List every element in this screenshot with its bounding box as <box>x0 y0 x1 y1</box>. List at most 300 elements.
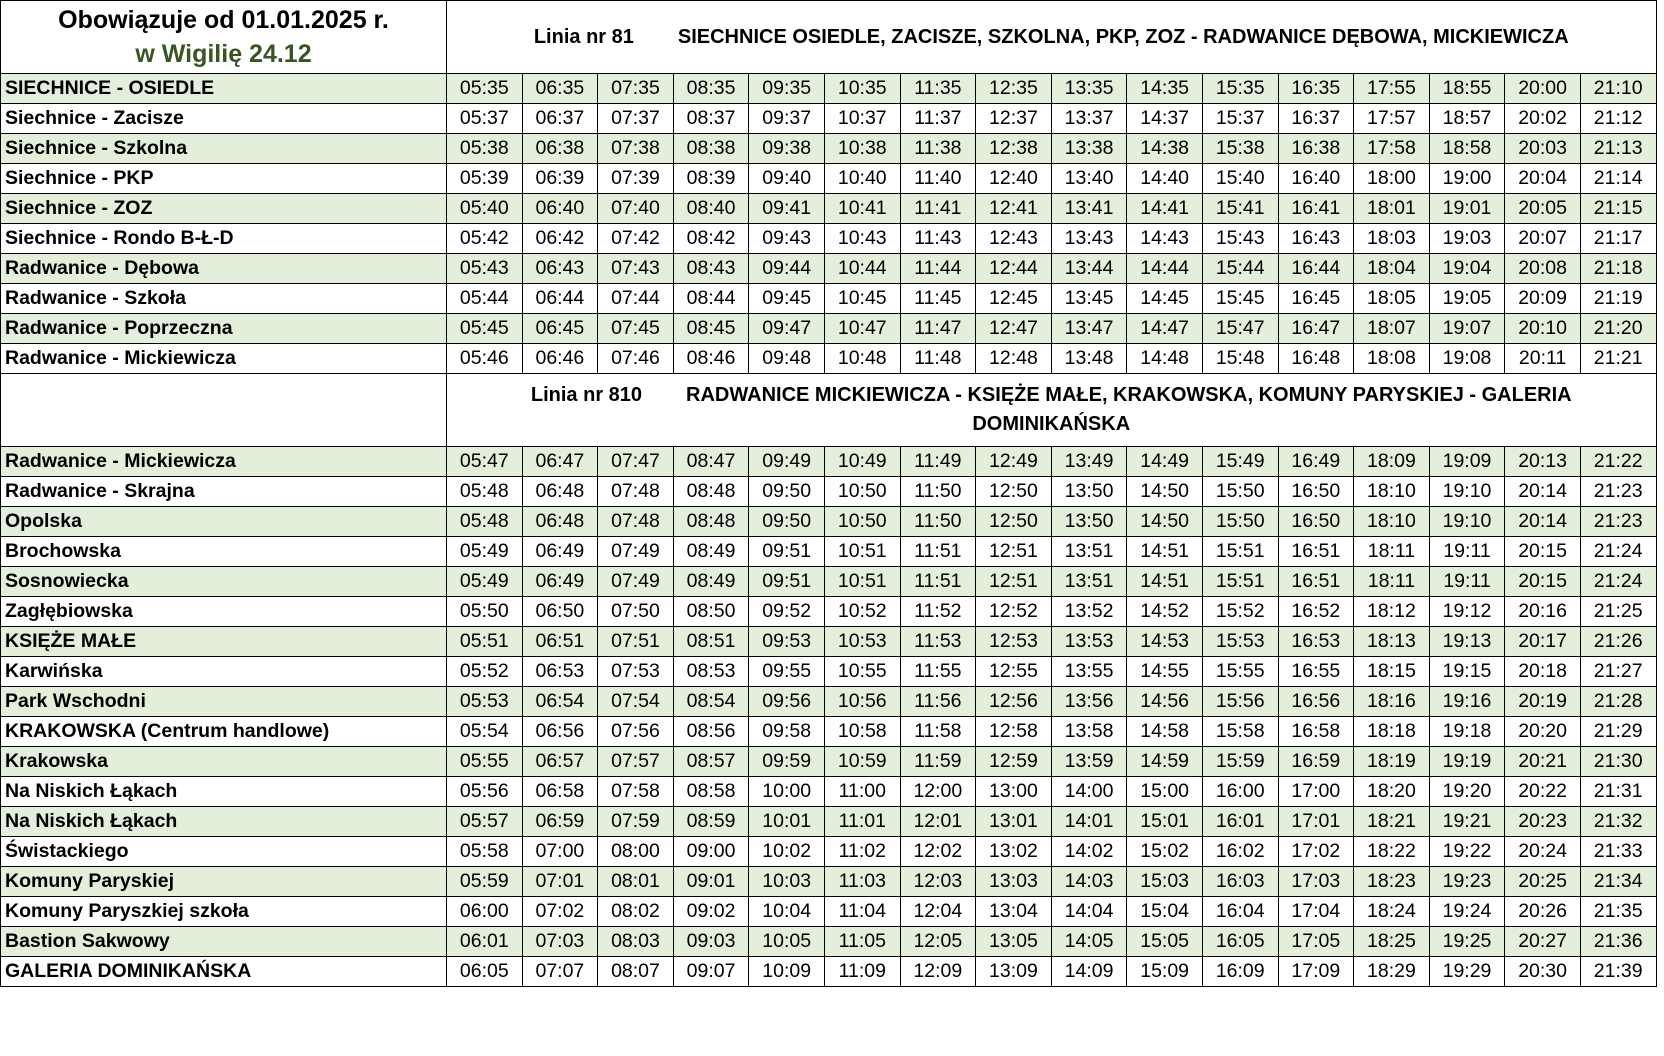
departure-time: 18:10 <box>1354 477 1430 507</box>
departure-time: 07:58 <box>598 777 674 807</box>
departure-time: 10:55 <box>824 657 900 687</box>
departure-time: 16:37 <box>1278 104 1354 134</box>
departure-time: 08:40 <box>673 194 749 224</box>
departure-time: 07:37 <box>598 104 674 134</box>
departure-time: 10:40 <box>824 164 900 194</box>
departure-time: 13:47 <box>1051 314 1127 344</box>
departure-time: 10:47 <box>824 314 900 344</box>
departure-time: 14:47 <box>1127 314 1203 344</box>
departure-time: 11:50 <box>900 507 976 537</box>
departure-time: 14:43 <box>1127 224 1203 254</box>
departure-time: 05:44 <box>447 284 523 314</box>
departure-time: 16:02 <box>1202 837 1278 867</box>
departure-time: 07:44 <box>598 284 674 314</box>
departure-time: 10:41 <box>824 194 900 224</box>
departure-time: 05:45 <box>447 314 523 344</box>
departure-time: 16:59 <box>1278 747 1354 777</box>
departure-time: 16:38 <box>1278 134 1354 164</box>
departure-time: 15:02 <box>1127 837 1203 867</box>
blank-header-cell <box>1 374 447 447</box>
departure-time: 07:03 <box>522 927 598 957</box>
route-header-row <box>1 1 1657 74</box>
departure-time: 08:01 <box>598 867 674 897</box>
route-name: SIECHNICE OSIEDLE, ZACISZE, SZKOLNA, PKP, ZOZ - RADWANICE DĘBOWA, MICKIEWICZA <box>677 25 1569 48</box>
departure-time: 08:54 <box>673 687 749 717</box>
stop-name: Radwanice - Mickiewicza <box>1 344 447 374</box>
stop-row <box>1 717 1657 747</box>
departure-time: 11:52 <box>900 597 976 627</box>
departure-time: 14:50 <box>1127 477 1203 507</box>
departure-time: 21:26 <box>1580 627 1656 657</box>
departure-time: 06:46 <box>522 344 598 374</box>
departure-time: 05:51 <box>447 627 523 657</box>
stop-name: Sosnowiecka <box>1 567 447 597</box>
departure-time: 21:15 <box>1580 194 1656 224</box>
departure-time: 21:34 <box>1580 867 1656 897</box>
departure-time: 12:58 <box>976 717 1052 747</box>
departure-time: 13:45 <box>1051 284 1127 314</box>
departure-time: 15:52 <box>1202 597 1278 627</box>
departure-time: 18:11 <box>1354 567 1430 597</box>
departure-time: 13:50 <box>1051 507 1127 537</box>
stop-name: Bastion Sakwowy <box>1 927 447 957</box>
departure-time: 13:48 <box>1051 344 1127 374</box>
departure-time: 11:09 <box>824 957 900 987</box>
stop-name: Radwanice - Dębowa <box>1 254 447 284</box>
departure-time: 06:53 <box>522 657 598 687</box>
departure-time: 12:52 <box>976 597 1052 627</box>
departure-time: 19:05 <box>1429 284 1505 314</box>
departure-time: 07:02 <box>522 897 598 927</box>
departure-time: 15:05 <box>1127 927 1203 957</box>
departure-time: 16:52 <box>1278 597 1354 627</box>
departure-time: 10:05 <box>749 927 825 957</box>
departure-time: 19:10 <box>1429 477 1505 507</box>
departure-time: 14:09 <box>1051 957 1127 987</box>
departure-time: 08:46 <box>673 344 749 374</box>
departure-time: 20:22 <box>1505 777 1581 807</box>
departure-time: 05:52 <box>447 657 523 687</box>
departure-time: 06:37 <box>522 104 598 134</box>
departure-time: 19:24 <box>1429 897 1505 927</box>
stop-name: Na Niskich Łąkach <box>1 777 447 807</box>
departure-time: 12:59 <box>976 747 1052 777</box>
departure-time: 20:04 <box>1505 164 1581 194</box>
departure-time: 16:03 <box>1202 867 1278 897</box>
departure-time: 21:28 <box>1580 687 1656 717</box>
stop-name: KSIĘŻE MAŁE <box>1 627 447 657</box>
departure-time: 08:45 <box>673 314 749 344</box>
stop-row <box>1 897 1657 927</box>
departure-time: 17:57 <box>1354 104 1430 134</box>
departure-time: 10:49 <box>824 447 900 477</box>
departure-time: 05:49 <box>447 537 523 567</box>
departure-time: 12:47 <box>976 314 1052 344</box>
departure-time: 05:54 <box>447 717 523 747</box>
departure-time: 18:04 <box>1354 254 1430 284</box>
departure-time: 07:39 <box>598 164 674 194</box>
departure-time: 19:08 <box>1429 344 1505 374</box>
departure-time: 13:53 <box>1051 627 1127 657</box>
departure-time: 11:38 <box>900 134 976 164</box>
departure-time: 09:52 <box>749 597 825 627</box>
departure-time: 11:51 <box>900 567 976 597</box>
departure-time: 07:42 <box>598 224 674 254</box>
departure-time: 10:00 <box>749 777 825 807</box>
departure-time: 12:56 <box>976 687 1052 717</box>
departure-time: 05:48 <box>447 507 523 537</box>
departure-time: 10:09 <box>749 957 825 987</box>
departure-time: 19:11 <box>1429 567 1505 597</box>
departure-time: 06:44 <box>522 284 598 314</box>
departure-time: 21:18 <box>1580 254 1656 284</box>
stop-name: SIECHNICE - OSIEDLE <box>1 74 447 104</box>
departure-time: 21:17 <box>1580 224 1656 254</box>
stop-name: Na Niskich Łąkach <box>1 807 447 837</box>
departure-time: 11:59 <box>900 747 976 777</box>
departure-time: 18:29 <box>1354 957 1430 987</box>
departure-time: 10:52 <box>824 597 900 627</box>
departure-time: 09:49 <box>749 447 825 477</box>
stop-row <box>1 104 1657 134</box>
departure-time: 18:21 <box>1354 807 1430 837</box>
departure-time: 19:20 <box>1429 777 1505 807</box>
departure-time: 13:02 <box>976 837 1052 867</box>
departure-time: 12:01 <box>900 807 976 837</box>
stop-row <box>1 507 1657 537</box>
departure-time: 14:53 <box>1127 627 1203 657</box>
departure-time: 07:56 <box>598 717 674 747</box>
departure-time: 08:37 <box>673 104 749 134</box>
departure-time: 20:15 <box>1505 537 1581 567</box>
departure-time: 14:04 <box>1051 897 1127 927</box>
departure-time: 05:48 <box>447 477 523 507</box>
departure-time: 10:02 <box>749 837 825 867</box>
departure-time: 08:38 <box>673 134 749 164</box>
departure-time: 21:22 <box>1580 447 1656 477</box>
departure-time: 14:00 <box>1051 777 1127 807</box>
departure-time: 20:14 <box>1505 477 1581 507</box>
departure-time: 09:56 <box>749 687 825 717</box>
departure-time: 08:49 <box>673 537 749 567</box>
departure-time: 21:23 <box>1580 507 1656 537</box>
departure-time: 14:48 <box>1127 344 1203 374</box>
departure-time: 07:54 <box>598 687 674 717</box>
departure-time: 15:48 <box>1202 344 1278 374</box>
departure-time: 18:07 <box>1354 314 1430 344</box>
departure-time: 05:58 <box>447 837 523 867</box>
departure-time: 15:41 <box>1202 194 1278 224</box>
departure-time: 10:59 <box>824 747 900 777</box>
departure-time: 08:35 <box>673 74 749 104</box>
departure-time: 07:49 <box>598 567 674 597</box>
departure-time: 08:58 <box>673 777 749 807</box>
departure-time: 12:02 <box>900 837 976 867</box>
departure-time: 05:43 <box>447 254 523 284</box>
departure-time: 10:04 <box>749 897 825 927</box>
departure-time: 10:56 <box>824 687 900 717</box>
departure-time: 20:02 <box>1505 104 1581 134</box>
departure-time: 17:09 <box>1278 957 1354 987</box>
departure-time: 05:59 <box>447 867 523 897</box>
departure-time: 11:58 <box>900 717 976 747</box>
departure-time: 16:48 <box>1278 344 1354 374</box>
departure-time: 05:55 <box>447 747 523 777</box>
departure-time: 12:48 <box>976 344 1052 374</box>
departure-time: 15:50 <box>1202 477 1278 507</box>
departure-time: 08:57 <box>673 747 749 777</box>
stop-name: Komuny Paryskiej <box>1 867 447 897</box>
departure-time: 15:03 <box>1127 867 1203 897</box>
departure-time: 20:00 <box>1505 74 1581 104</box>
departure-time: 14:44 <box>1127 254 1203 284</box>
departure-time: 19:13 <box>1429 627 1505 657</box>
departure-time: 19:03 <box>1429 224 1505 254</box>
departure-time: 21:35 <box>1580 897 1656 927</box>
departure-time: 12:50 <box>976 507 1052 537</box>
stop-row <box>1 567 1657 597</box>
departure-time: 18:12 <box>1354 597 1430 627</box>
departure-time: 09:58 <box>749 717 825 747</box>
departure-time: 12:38 <box>976 134 1052 164</box>
departure-time: 14:58 <box>1127 717 1203 747</box>
departure-time: 11:00 <box>824 777 900 807</box>
departure-time: 08:42 <box>673 224 749 254</box>
departure-time: 09:59 <box>749 747 825 777</box>
departure-time: 08:59 <box>673 807 749 837</box>
departure-time: 14:51 <box>1127 567 1203 597</box>
departure-time: 09:53 <box>749 627 825 657</box>
departure-time: 06:45 <box>522 314 598 344</box>
departure-time: 12:50 <box>976 477 1052 507</box>
departure-time: 12:37 <box>976 104 1052 134</box>
departure-time: 21:33 <box>1580 837 1656 867</box>
stop-row <box>1 74 1657 104</box>
departure-time: 06:39 <box>522 164 598 194</box>
departure-time: 09:43 <box>749 224 825 254</box>
departure-time: 13:04 <box>976 897 1052 927</box>
departure-time: 16:40 <box>1278 164 1354 194</box>
departure-time: 08:44 <box>673 284 749 314</box>
departure-time: 11:37 <box>900 104 976 134</box>
departure-time: 17:01 <box>1278 807 1354 837</box>
departure-time: 07:48 <box>598 507 674 537</box>
departure-time: 21:32 <box>1580 807 1656 837</box>
departure-time: 20:11 <box>1505 344 1581 374</box>
departure-time: 21:12 <box>1580 104 1656 134</box>
departure-time: 14:51 <box>1127 537 1203 567</box>
departure-time: 13:43 <box>1051 224 1127 254</box>
departure-time: 06:54 <box>522 687 598 717</box>
departure-time: 11:53 <box>900 627 976 657</box>
departure-time: 19:19 <box>1429 747 1505 777</box>
stop-name: Opolska <box>1 507 447 537</box>
departure-time: 13:35 <box>1051 74 1127 104</box>
departure-time: 11:40 <box>900 164 976 194</box>
departure-time: 21:14 <box>1580 164 1656 194</box>
stop-name: Siechnice - Rondo B-Ł-D <box>1 224 447 254</box>
departure-time: 10:03 <box>749 867 825 897</box>
departure-time: 06:50 <box>522 597 598 627</box>
departure-time: 09:37 <box>749 104 825 134</box>
departure-time: 13:03 <box>976 867 1052 897</box>
departure-time: 20:15 <box>1505 567 1581 597</box>
departure-time: 06:58 <box>522 777 598 807</box>
route-title <box>447 381 1656 439</box>
departure-time: 09:45 <box>749 284 825 314</box>
departure-time: 12:51 <box>976 567 1052 597</box>
stop-row <box>1 284 1657 314</box>
departure-time: 11:43 <box>900 224 976 254</box>
departure-time: 14:38 <box>1127 134 1203 164</box>
stop-name: Zagłębiowska <box>1 597 447 627</box>
departure-time: 14:01 <box>1051 807 1127 837</box>
departure-time: 06:40 <box>522 194 598 224</box>
departure-time: 20:08 <box>1505 254 1581 284</box>
departure-time: 05:35 <box>447 74 523 104</box>
stop-row <box>1 687 1657 717</box>
departure-time: 06:35 <box>522 74 598 104</box>
departure-time: 08:47 <box>673 447 749 477</box>
departure-time: 14:35 <box>1127 74 1203 104</box>
departure-time: 11:44 <box>900 254 976 284</box>
departure-time: 20:19 <box>1505 687 1581 717</box>
departure-time: 06:51 <box>522 627 598 657</box>
departure-time: 18:08 <box>1354 344 1430 374</box>
departure-time: 06:49 <box>522 537 598 567</box>
departure-time: 13:37 <box>1051 104 1127 134</box>
departure-time: 12:40 <box>976 164 1052 194</box>
departure-time: 17:55 <box>1354 74 1430 104</box>
route-title-cell <box>447 374 1657 447</box>
departure-time: 07:57 <box>598 747 674 777</box>
departure-time: 16:50 <box>1278 507 1354 537</box>
stop-row <box>1 627 1657 657</box>
departure-time: 05:39 <box>447 164 523 194</box>
departure-time: 11:01 <box>824 807 900 837</box>
stop-name: Radwanice - Mickiewicza <box>1 447 447 477</box>
stop-row <box>1 344 1657 374</box>
departure-time: 07:43 <box>598 254 674 284</box>
departure-time: 18:11 <box>1354 537 1430 567</box>
departure-time: 09:55 <box>749 657 825 687</box>
departure-time: 20:17 <box>1505 627 1581 657</box>
departure-time: 19:21 <box>1429 807 1505 837</box>
departure-time: 11:02 <box>824 837 900 867</box>
departure-time: 20:07 <box>1505 224 1581 254</box>
departure-time: 21:13 <box>1580 134 1656 164</box>
departure-time: 16:09 <box>1202 957 1278 987</box>
departure-time: 19:01 <box>1429 194 1505 224</box>
stop-row <box>1 777 1657 807</box>
departure-time: 16:51 <box>1278 567 1354 597</box>
departure-time: 15:47 <box>1202 314 1278 344</box>
departure-time: 05:37 <box>447 104 523 134</box>
departure-time: 06:48 <box>522 477 598 507</box>
departure-time: 16:56 <box>1278 687 1354 717</box>
departure-time: 07:46 <box>598 344 674 374</box>
departure-time: 13:58 <box>1051 717 1127 747</box>
departure-time: 12:45 <box>976 284 1052 314</box>
stop-row <box>1 747 1657 777</box>
departure-time: 08:56 <box>673 717 749 747</box>
departure-time: 09:41 <box>749 194 825 224</box>
departure-time: 13:49 <box>1051 447 1127 477</box>
departure-time: 18:20 <box>1354 777 1430 807</box>
departure-time: 06:43 <box>522 254 598 284</box>
departure-time: 11:47 <box>900 314 976 344</box>
departure-time: 18:03 <box>1354 224 1430 254</box>
departure-time: 19:23 <box>1429 867 1505 897</box>
departure-time: 18:01 <box>1354 194 1430 224</box>
stop-row <box>1 957 1657 987</box>
departure-time: 08:07 <box>598 957 674 987</box>
departure-time: 08:03 <box>598 927 674 957</box>
departure-time: 14:56 <box>1127 687 1203 717</box>
departure-time: 14:37 <box>1127 104 1203 134</box>
route-title <box>447 23 1656 52</box>
departure-time: 19:00 <box>1429 164 1505 194</box>
departure-time: 12:53 <box>976 627 1052 657</box>
departure-time: 06:48 <box>522 507 598 537</box>
departure-time: 13:00 <box>976 777 1052 807</box>
departure-time: 10:58 <box>824 717 900 747</box>
departure-time: 18:05 <box>1354 284 1430 314</box>
departure-time: 09:00 <box>673 837 749 867</box>
departure-time: 18:09 <box>1354 447 1430 477</box>
stop-row <box>1 927 1657 957</box>
departure-time: 09:03 <box>673 927 749 957</box>
departure-time: 09:07 <box>673 957 749 987</box>
departure-time: 15:50 <box>1202 507 1278 537</box>
departure-time: 21:30 <box>1580 747 1656 777</box>
departure-time: 12:41 <box>976 194 1052 224</box>
departure-time: 10:37 <box>824 104 900 134</box>
departure-time: 19:18 <box>1429 717 1505 747</box>
departure-time: 05:53 <box>447 687 523 717</box>
stop-row <box>1 477 1657 507</box>
departure-time: 07:48 <box>598 477 674 507</box>
departure-time: 13:09 <box>976 957 1052 987</box>
departure-time: 15:45 <box>1202 284 1278 314</box>
departure-time: 21:39 <box>1580 957 1656 987</box>
departure-time: 06:05 <box>447 957 523 987</box>
departure-time: 16:55 <box>1278 657 1354 687</box>
departure-time: 12:09 <box>900 957 976 987</box>
departure-time: 09:02 <box>673 897 749 927</box>
departure-time: 19:12 <box>1429 597 1505 627</box>
departure-time: 15:40 <box>1202 164 1278 194</box>
departure-time: 07:00 <box>522 837 598 867</box>
departure-time: 15:58 <box>1202 717 1278 747</box>
departure-time: 06:38 <box>522 134 598 164</box>
departure-time: 09:50 <box>749 507 825 537</box>
stop-row <box>1 837 1657 867</box>
departure-time: 11:03 <box>824 867 900 897</box>
departure-time: 05:42 <box>447 224 523 254</box>
departure-time: 13:50 <box>1051 477 1127 507</box>
departure-time: 11:41 <box>900 194 976 224</box>
departure-time: 11:05 <box>824 927 900 957</box>
departure-time: 05:50 <box>447 597 523 627</box>
departure-time: 07:07 <box>522 957 598 987</box>
departure-time: 15:53 <box>1202 627 1278 657</box>
departure-time: 21:24 <box>1580 567 1656 597</box>
departure-time: 07:45 <box>598 314 674 344</box>
departure-time: 19:07 <box>1429 314 1505 344</box>
departure-time: 12:04 <box>900 897 976 927</box>
departure-time: 14:59 <box>1127 747 1203 777</box>
